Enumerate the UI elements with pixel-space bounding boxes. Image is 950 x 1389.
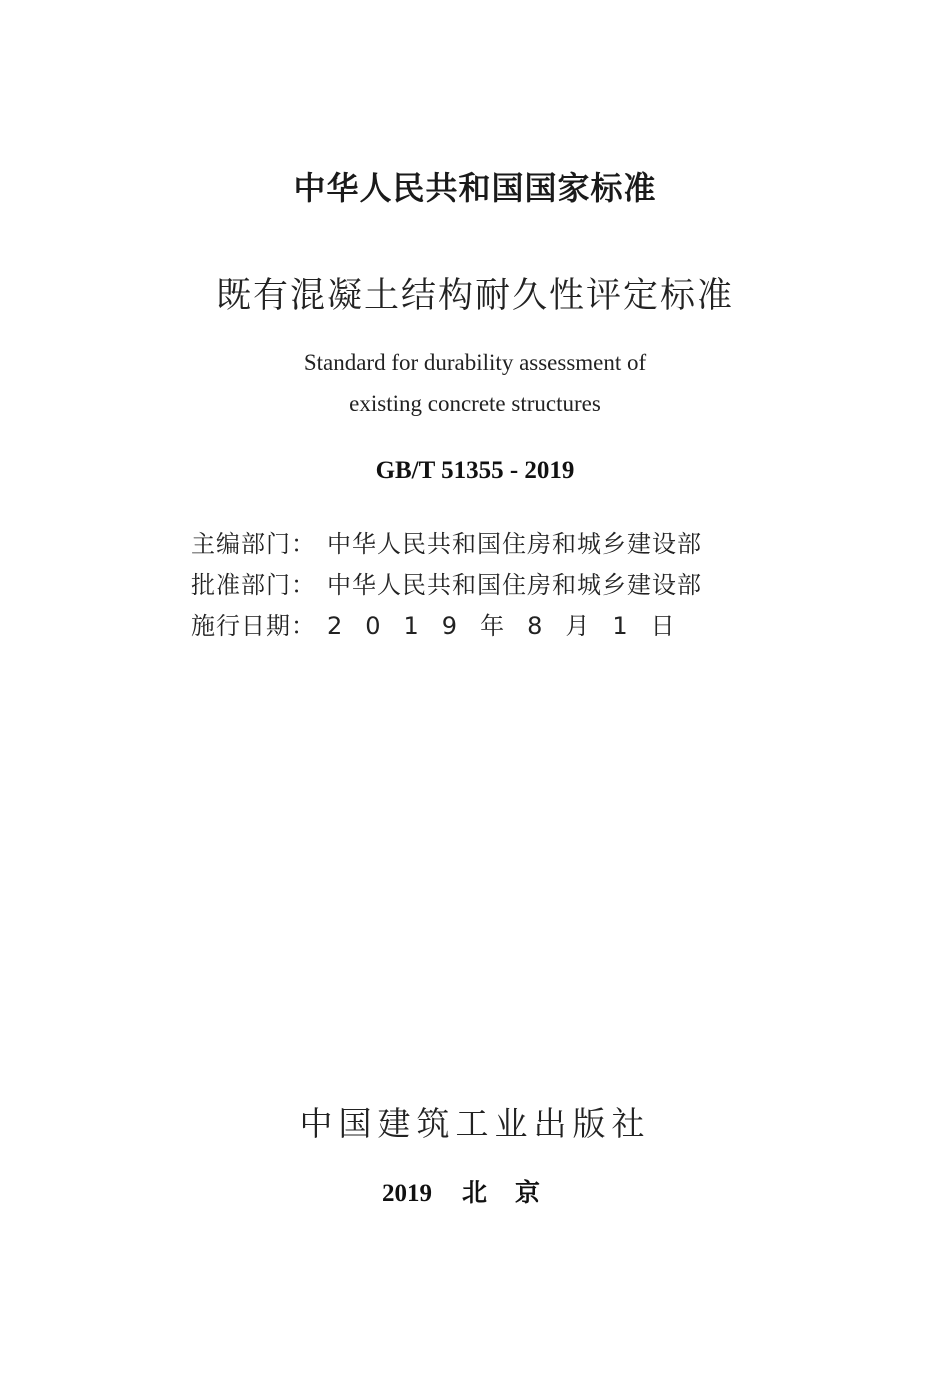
- english-title-line-1: Standard for durability assessment of: [303, 350, 647, 375]
- approver-row: [191, 565, 751, 606]
- publisher-name: 中国建筑工业出版社: [299, 1104, 651, 1143]
- publication-year: 2019: [381, 1180, 432, 1207]
- chinese-title: 既有混凝土结构耐久性评定标准: [215, 276, 734, 316]
- english-title-line-2: existing concrete structures: [349, 391, 601, 416]
- effective-date-row: [191, 606, 751, 647]
- publication-city: 北京: [461, 1180, 568, 1207]
- effective-date-label: 施行日期：: [191, 612, 316, 640]
- standard-code: GB/T 51355 - 2019: [375, 457, 575, 484]
- publication-year-city: [0, 1173, 950, 1209]
- standard-series-title: 中华人民共和国国家标准: [293, 169, 657, 207]
- editor-value: 中华人民共和国住房和城乡建设部: [327, 530, 702, 558]
- editor-label: 主编部门：: [191, 530, 316, 558]
- standard-info-block: [191, 524, 751, 647]
- effective-date-value: 2019年8月1日: [327, 612, 698, 640]
- approver-value: 中华人民共和国住房和城乡建设部: [327, 571, 702, 599]
- approver-label: 批准部门：: [191, 571, 316, 599]
- editor-row: [191, 524, 751, 565]
